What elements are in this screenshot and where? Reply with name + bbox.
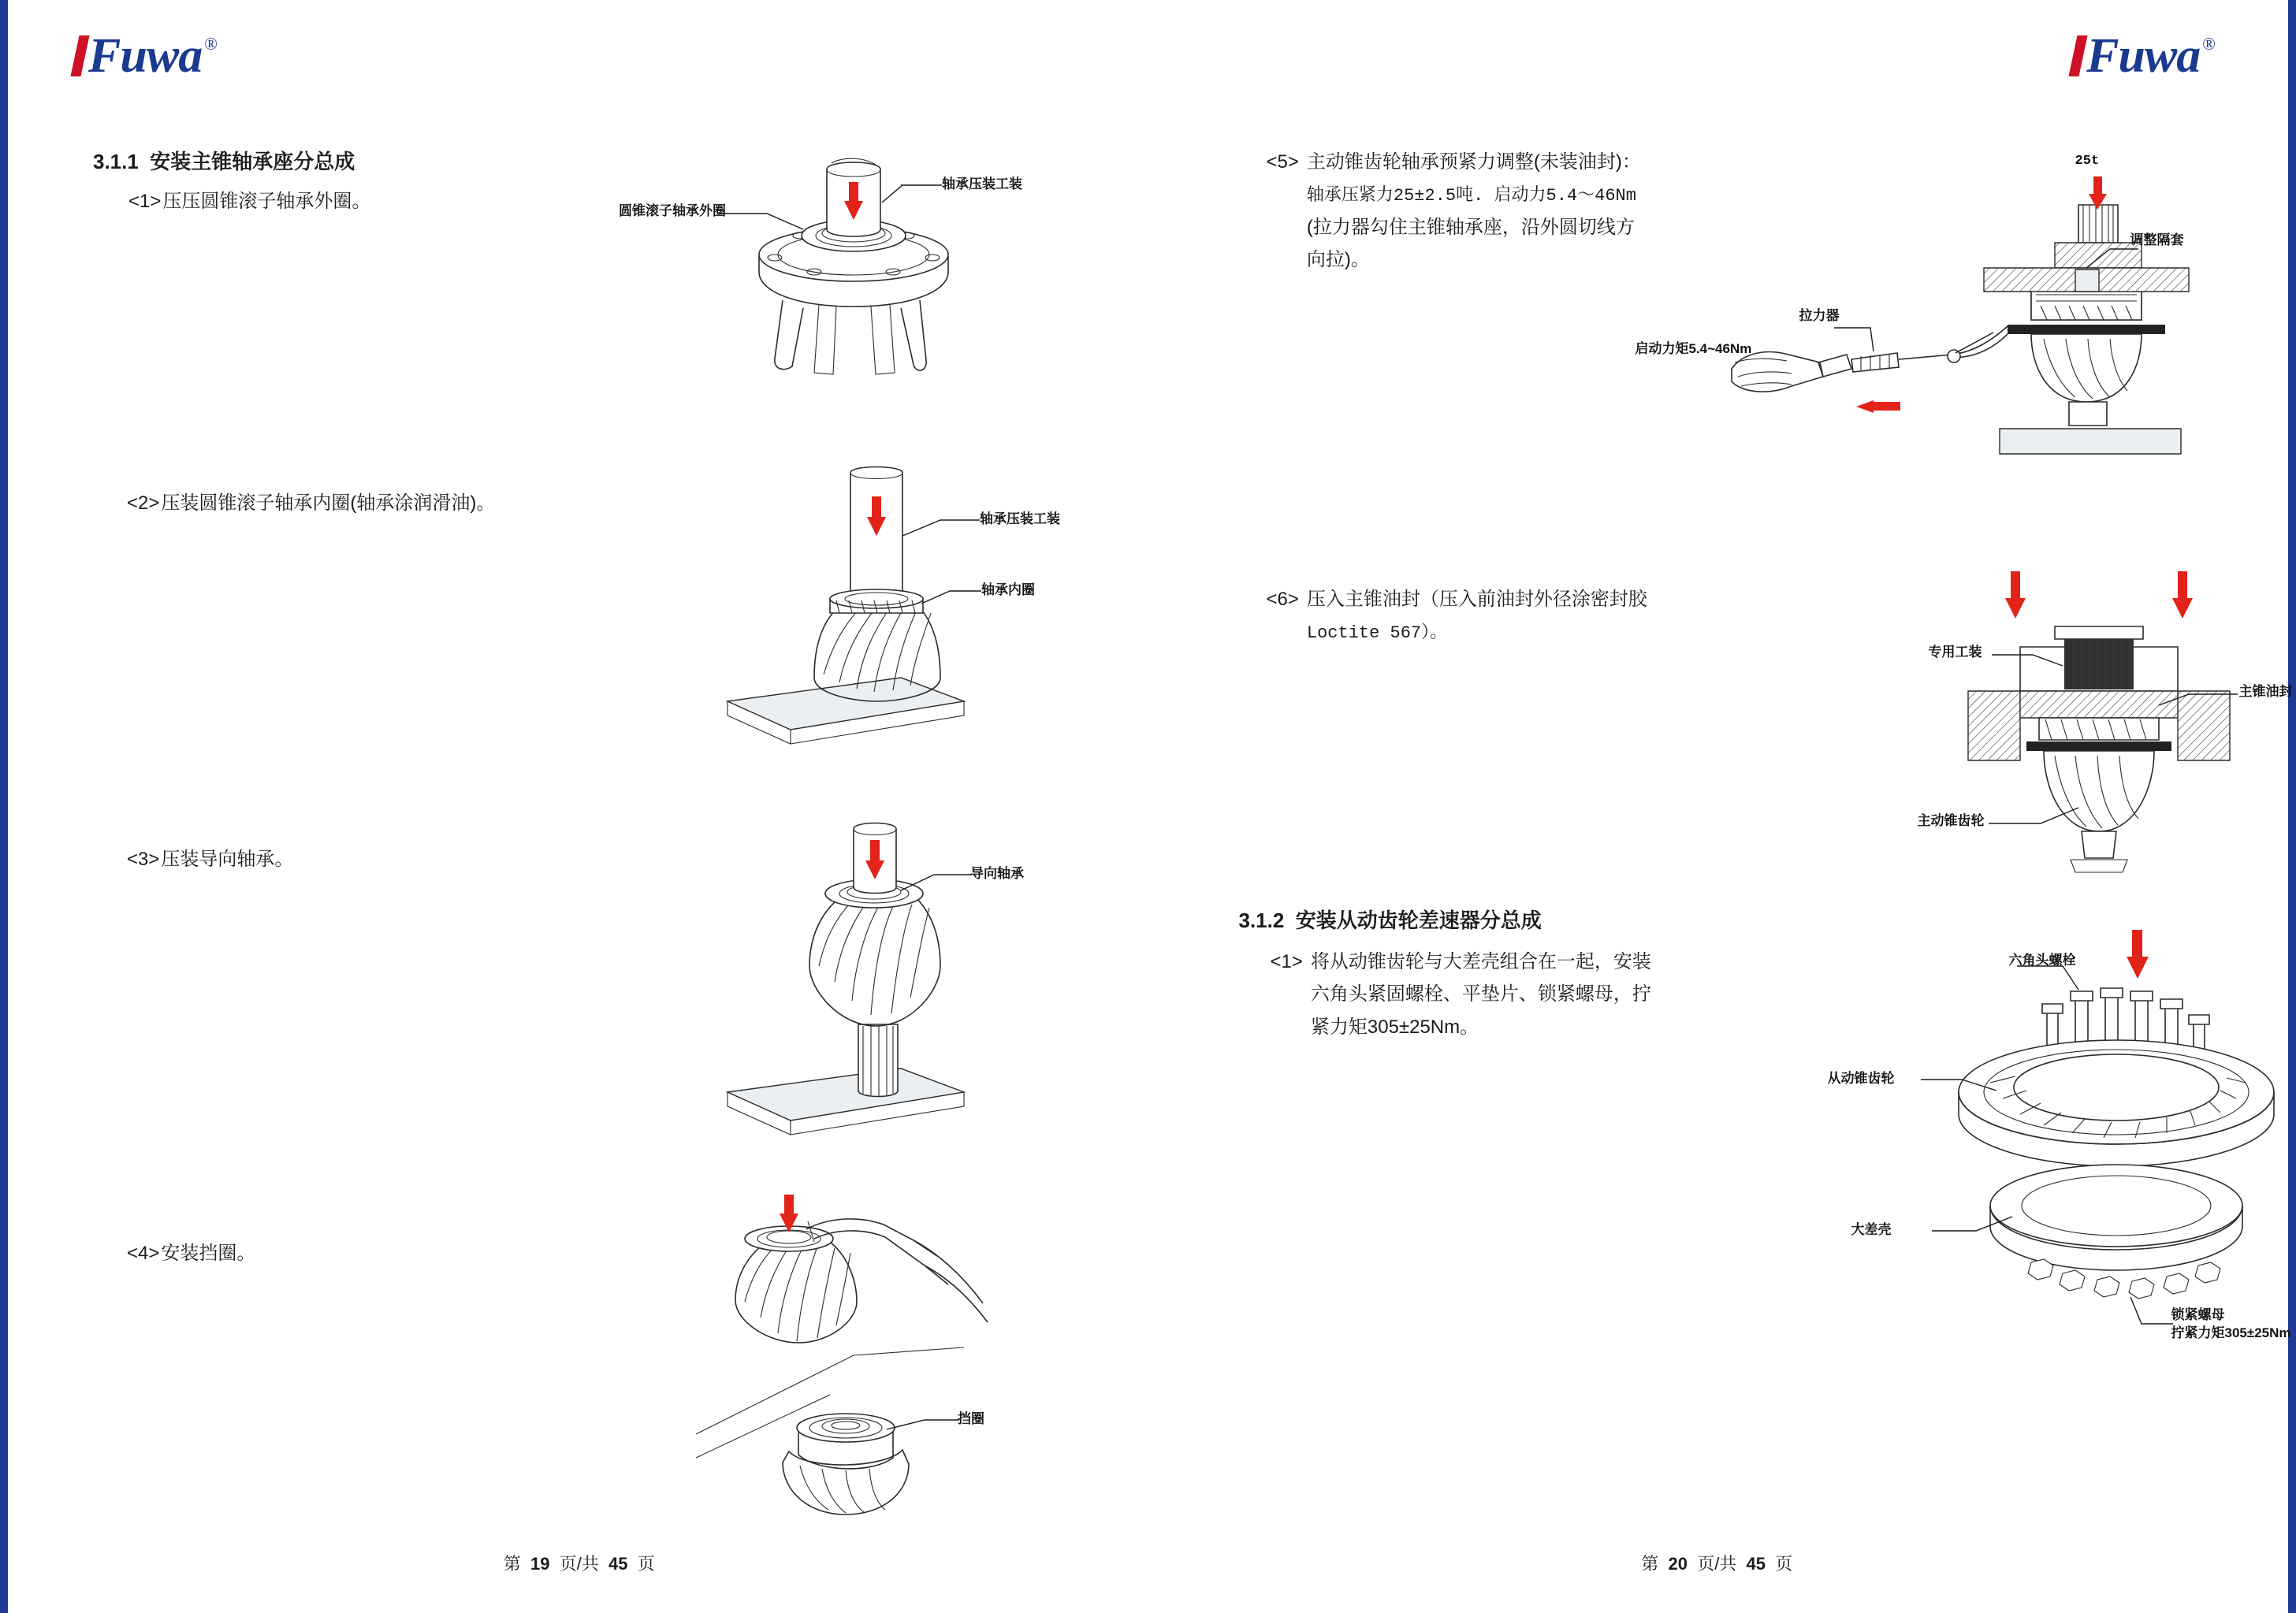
label-load-25t: 25t [2075, 154, 2100, 169]
label-locknut: 锁紧螺母 拧紧力矩305±25Nm [2171, 1307, 2291, 1340]
label-press-tool-2: 轴承压装工装 [980, 511, 1060, 526]
footer-page-19: 第 19 页/共 45 页 [503, 1554, 655, 1574]
step-1-text: <1>压压圆锥滚子轴承外圈。 [128, 191, 371, 212]
footer-page-20: 第 20 页/共 45 页 [1641, 1554, 1793, 1574]
label-hex-bolt: 六角头螺栓 [2008, 953, 2076, 968]
step-5-text: <5> 主动锥齿轮轴承预紧力调整(未装油封)： 轴承压紧力25±2.5吨. 启动力5.4～46Nm (拉力器勾住主锥轴承座，沿外圆切线方 向拉)。 [1266, 151, 1641, 271]
page-border-right-inner [2286, 0, 2288, 1613]
figure-preload-adjustment [1635, 154, 2260, 536]
label-drive-pinion: 主动锥齿轮 [1917, 813, 1985, 828]
figure-driven-gear-diff-case [1827, 922, 2291, 1379]
label-start-torque: 启动力矩5.4~46Nm [1635, 341, 1752, 356]
figure-press-inner-ring [704, 441, 1066, 772]
fuwa-logo-right [2073, 28, 2215, 84]
section-heading-311: 3.1.1 安装主锥轴承座分总成 [93, 150, 355, 173]
label-adjust-spacer: 调整隔套 [2130, 232, 2184, 247]
label-puller: 拉力器 [1799, 308, 1840, 323]
label-snap-ring: 挡圈 [958, 1411, 984, 1426]
page-19 [10, 0, 1148, 1613]
figure-press-main-seal [1917, 571, 2293, 910]
label-special-tool: 专用工装 [1928, 645, 1982, 660]
page-border-right [2288, 0, 2296, 1613]
label-press-tool: 轴承压装工装 [942, 177, 1022, 191]
label-outer-ring: 圆锥滚子轴承外圈 [619, 203, 726, 218]
step-6-text: <6> 压入主锥油封（压入前油封外径涂密封胶 Loctite 567）。 [1266, 589, 1647, 644]
document-spread [10, 0, 2293, 1613]
page-border-left [0, 0, 8, 1613]
section-heading-312: 3.1.2 安装从动齿轮差速器分总成 [1238, 909, 1542, 932]
page-20 [1148, 0, 2293, 1613]
figure-install-snap-ring [688, 1198, 1082, 1537]
step-3-text: <3>压装导向轴承。 [127, 849, 294, 870]
figure-press-guide-bearing [704, 812, 1066, 1150]
label-guide-bearing: 导向轴承 [970, 866, 1024, 881]
label-main-seal: 主锥油封 [2238, 684, 2293, 699]
logo-text: Fuwa [88, 29, 203, 83]
label-inner-ring: 轴承内圈 [981, 582, 1035, 597]
label-driven-gear: 从动锥齿轮 [1827, 1071, 1895, 1086]
fuwa-logo-left [75, 28, 217, 84]
logo-red-bar [70, 35, 89, 76]
registered-mark-2: ® [2202, 34, 2215, 54]
step-2-text: <2>压装圆锥滚子轴承内圈(轴承涂润滑油)。 [127, 492, 496, 514]
logo-text-2: Fuwa [2086, 29, 2201, 83]
figure-press-outer-ring [619, 154, 1043, 422]
label-diff-case: 大差壳 [1851, 1222, 1892, 1237]
registered-mark: ® [204, 34, 217, 54]
step-4-text: <4>安装挡圈。 [127, 1243, 256, 1264]
step-1b-text: <1> 将从动锥齿轮与大差壳组合在一起，安装 六角头紧固螺栓、平垫片、锁紧螺母，拧 紧力矩305±25Nm。 [1270, 951, 1651, 1038]
logo-red-bar-2 [2069, 35, 2088, 76]
